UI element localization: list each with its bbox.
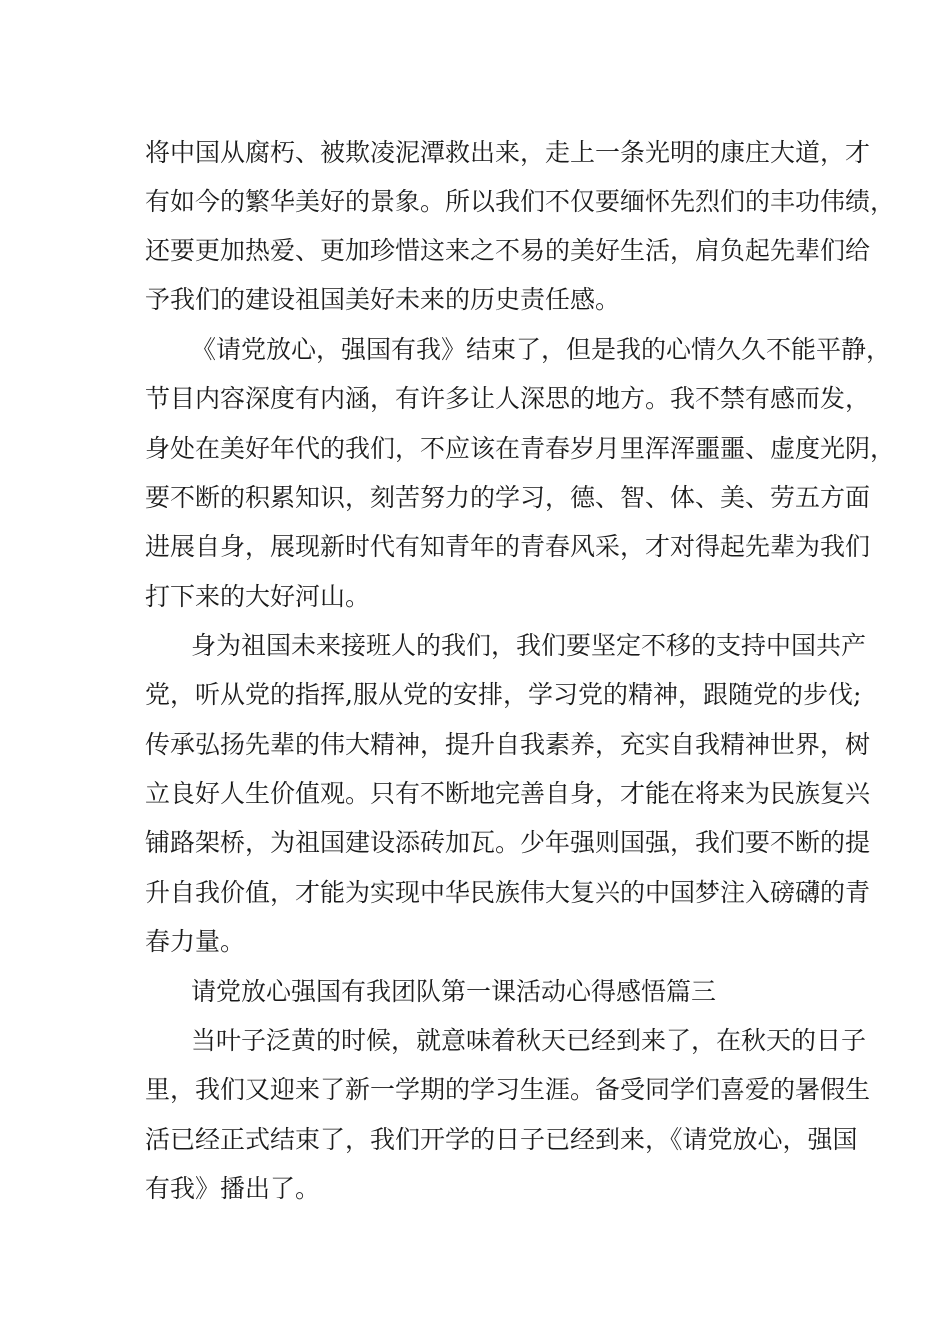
paragraph-3-line-6: 升自我价值，才能为实现中华民族伟大复兴的中国梦注入磅礴的青: [145, 878, 871, 907]
paragraph-2-line-2: 节目内容深度有内涵，有许多让人深思的地方。我不禁有感而发，: [145, 384, 871, 413]
paragraph-2-line-4: 要不断的积累知识，刻苦努力的学习，德、智、体、美、劳五方面: [145, 483, 871, 512]
paragraph-1-line-4: 予我们的建设祖国美好未来的历史责任感。: [145, 285, 621, 314]
paragraph-5-line-1: 当叶子泛黄的时候，就意味着秋天已经到来了，在秋天的日子: [191, 1026, 867, 1055]
paragraph-2-line-5: 进展自身，展现新时代有知青年的青春风采，才对得起先辈为我们: [145, 532, 871, 561]
paragraph-1-line-2: 有如今的繁华美好的景象。所以我们不仅要缅怀先烈们的丰功伟绩，: [145, 187, 896, 216]
paragraph-3-line-7: 春力量。: [145, 927, 246, 956]
paragraph-1-line-1: 将中国从腐朽、被欺凌泥潭救出来，走上一条光明的康庄大道，才: [145, 138, 871, 167]
section-heading: 请党放心强国有我团队第一课活动心得感悟篇三: [191, 977, 717, 1006]
paragraph-5-line-3: 活已经正式结束了，我们开学的日子已经到来，《请党放心，强国: [145, 1125, 858, 1154]
paragraph-1-line-3: 还要更加热爱、更加珍惜这来之不易的美好生活，肩负起先辈们给: [145, 236, 871, 265]
paragraph-5-line-2: 里，我们又迎来了新一学期的学习生涯。备受同学们喜爱的暑假生: [145, 1075, 871, 1104]
paragraph-3-line-1: 身为祖国未来接班人的我们，我们要坚定不移的支持中国共产: [191, 631, 867, 660]
paragraph-2-line-3: 身处在美好年代的我们，不应该在青春岁月里浑浑噩噩、虚度光阴，: [145, 434, 896, 463]
paragraph-2-line-6: 打下来的大好河山。: [145, 582, 371, 611]
paragraph-5-line-4: 有我》播出了。: [145, 1174, 321, 1203]
paragraph-3-line-2: 党，听从党的指挥,服从党的安排，学习党的精神，跟随党的步伐;: [145, 680, 862, 709]
paragraph-2-line-1: 《请党放心，强国有我》结束了，但是我的心情久久不能平静，: [191, 335, 892, 364]
paragraph-3-line-4: 立良好人生价值观。只有不断地完善自身，才能在将来为民族复兴: [145, 779, 871, 808]
paragraph-3-line-5: 铺路架桥，为祖国建设添砖加瓦。少年强则国强，我们要不断的提: [145, 828, 871, 857]
paragraph-3-line-3: 传承弘扬先辈的伟大精神，提升自我素养，充实自我精神世界，树: [145, 730, 871, 759]
